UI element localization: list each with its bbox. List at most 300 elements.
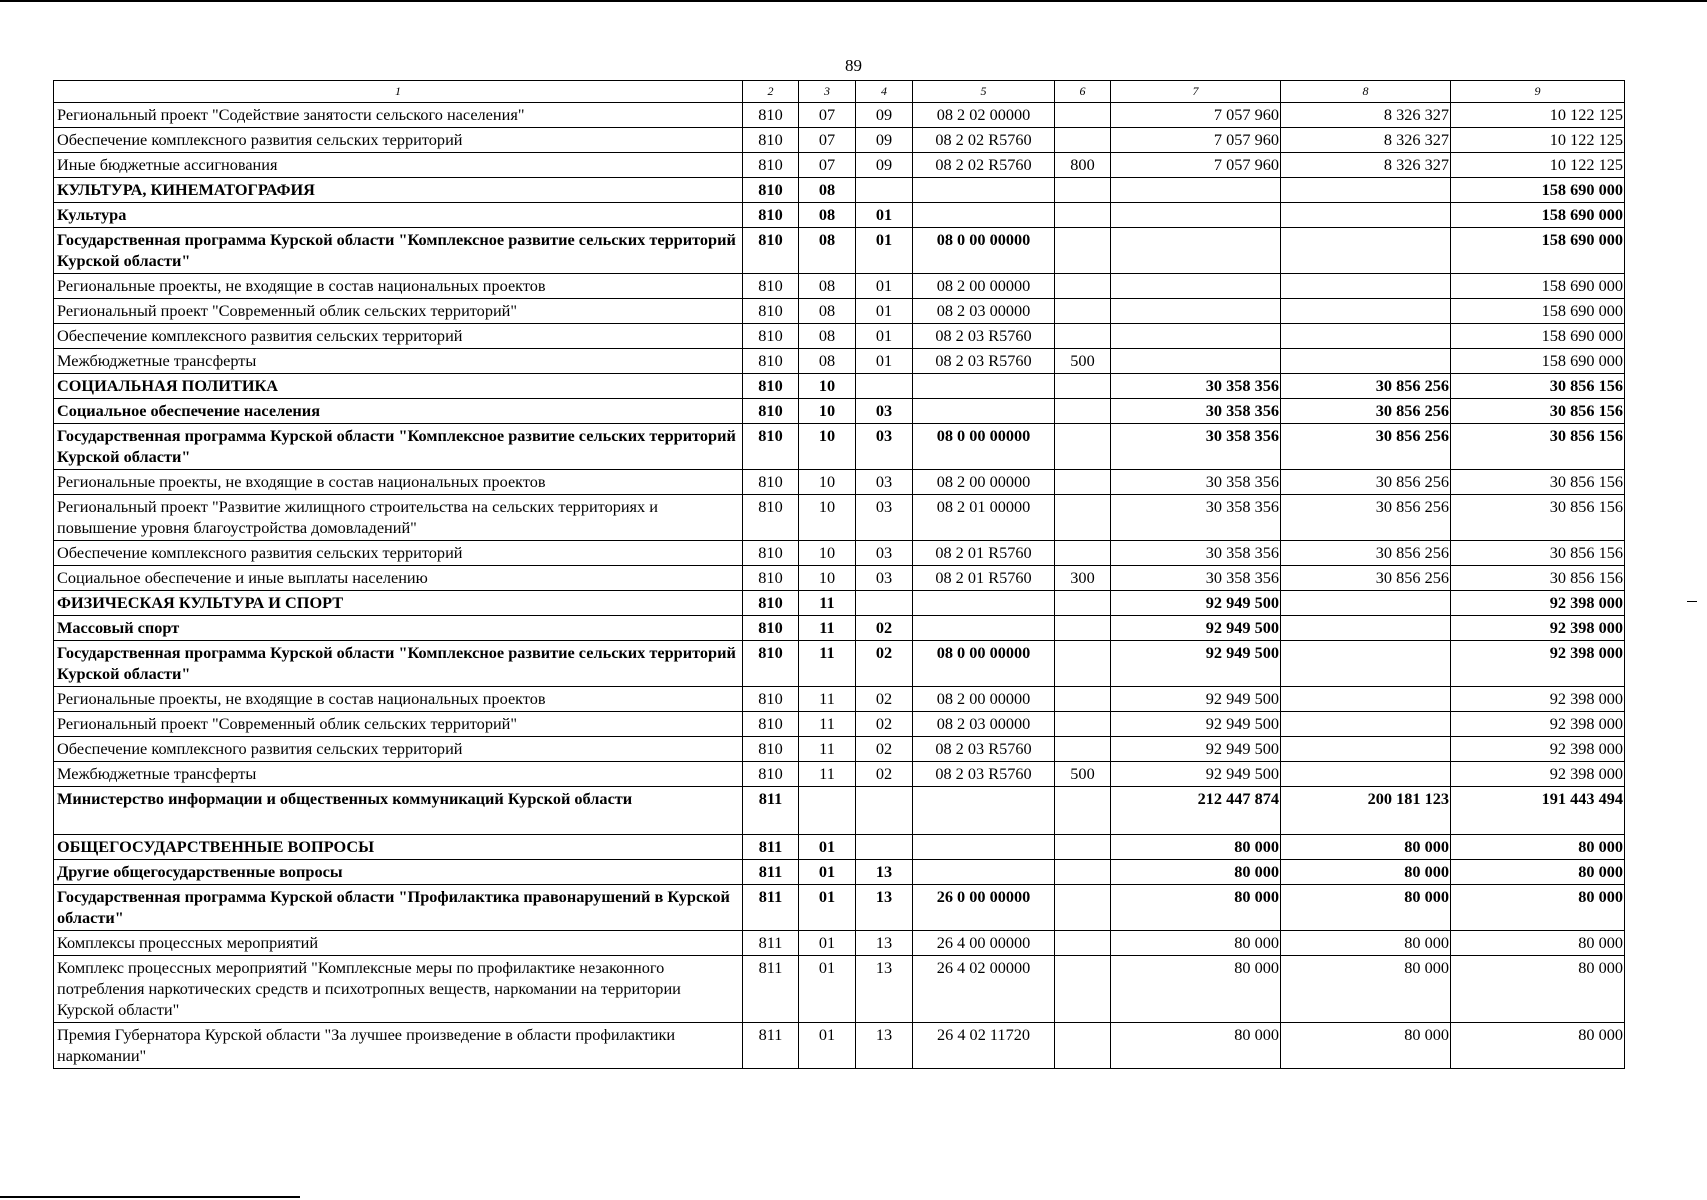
amount-col8: 80 000: [1281, 956, 1451, 1023]
target-article-code: 26 4 02 00000: [913, 956, 1055, 1023]
expense-type-code: [1055, 203, 1111, 228]
admin-code: 810: [743, 153, 799, 178]
row-name: Иные бюджетные ассигнования: [54, 153, 743, 178]
amount-col8: 30 856 256: [1281, 495, 1451, 541]
section-code: 10: [799, 541, 856, 566]
expense-type-code: [1055, 616, 1111, 641]
section-code: 11: [799, 712, 856, 737]
row-name: Обеспечение комплексного развития сельских территорий: [54, 737, 743, 762]
table-row: [54, 541, 1625, 566]
row-name: Межбюджетные трансферты: [54, 349, 743, 374]
column-number: 7: [1111, 81, 1281, 103]
amount-col9: 10 122 125: [1451, 103, 1625, 128]
expense-type-code: [1055, 228, 1111, 274]
amount-col9: 158 690 000: [1451, 228, 1625, 274]
subsection-code: [856, 178, 913, 203]
amount-col9: 80 000: [1451, 956, 1625, 1023]
row-name: Региональный проект "Развитие жилищного строительства на сельских территориях и повышение уровня благоустройства домовладений": [54, 495, 743, 541]
expense-type-code: [1055, 470, 1111, 495]
amount-col7: [1111, 274, 1281, 299]
scan-top-edge: [0, 0, 1707, 2]
row-name: Социальное обеспечение населения: [54, 399, 743, 424]
admin-code: 810: [743, 566, 799, 591]
table-row: [54, 399, 1625, 424]
amount-col7: [1111, 178, 1281, 203]
row-name: Обеспечение комплексного развития сельских территорий: [54, 541, 743, 566]
admin-code: 810: [743, 274, 799, 299]
subsection-code: 01: [856, 203, 913, 228]
expense-type-code: 800: [1055, 153, 1111, 178]
admin-code: 811: [743, 787, 799, 835]
row-name: Комплексы процессных мероприятий: [54, 931, 743, 956]
amount-col8: [1281, 737, 1451, 762]
budget-table: [53, 80, 1625, 1069]
admin-code: 810: [743, 712, 799, 737]
row-name: Государственная программа Курской области "Комплексное развитие сельских территорий Курской области": [54, 641, 743, 687]
subsection-code: 13: [856, 931, 913, 956]
section-code: 11: [799, 616, 856, 641]
row-name: Региональный проект "Современный облик сельских территорий": [54, 712, 743, 737]
target-article-code: 08 2 03 R5760: [913, 762, 1055, 787]
admin-code: 811: [743, 885, 799, 931]
amount-col8: 30 856 256: [1281, 470, 1451, 495]
subsection-code: 09: [856, 103, 913, 128]
section-code: 10: [799, 399, 856, 424]
admin-code: 810: [743, 103, 799, 128]
row-name: Министерство информации и общественных коммуникаций Курской области: [54, 787, 743, 835]
admin-code: 810: [743, 128, 799, 153]
column-number: 9: [1451, 81, 1625, 103]
page-number: 89: [845, 56, 862, 75]
target-article-code: 08 2 03 R5760: [913, 737, 1055, 762]
column-number: 3: [799, 81, 856, 103]
amount-col7: 80 000: [1111, 1023, 1281, 1069]
column-number: 2: [743, 81, 799, 103]
target-article-code: [913, 860, 1055, 885]
expense-type-code: [1055, 885, 1111, 931]
amount-col9: 92 398 000: [1451, 616, 1625, 641]
target-article-code: 08 2 02 R5760: [913, 153, 1055, 178]
amount-col9: 30 856 156: [1451, 424, 1625, 470]
table-row: [54, 566, 1625, 591]
expense-type-code: [1055, 956, 1111, 1023]
subsection-code: 02: [856, 616, 913, 641]
section-code: 01: [799, 835, 856, 860]
admin-code: 811: [743, 931, 799, 956]
subsection-code: 02: [856, 687, 913, 712]
admin-code: 810: [743, 299, 799, 324]
target-article-code: 08 2 01 00000: [913, 495, 1055, 541]
target-article-code: 08 2 01 R5760: [913, 541, 1055, 566]
row-name: Обеспечение комплексного развития сельских территорий: [54, 324, 743, 349]
section-code: 10: [799, 424, 856, 470]
row-name: ФИЗИЧЕСКАЯ КУЛЬТУРА И СПОРТ: [54, 591, 743, 616]
section-code: 08: [799, 324, 856, 349]
amount-col9: 158 690 000: [1451, 349, 1625, 374]
amount-col9: 30 856 156: [1451, 541, 1625, 566]
amount-col9: 158 690 000: [1451, 203, 1625, 228]
section-code: 01: [799, 860, 856, 885]
row-name: Обеспечение комплексного развития сельских территорий: [54, 128, 743, 153]
target-article-code: [913, 178, 1055, 203]
admin-code: 810: [743, 203, 799, 228]
target-article-code: 08 2 01 R5760: [913, 566, 1055, 591]
row-name: Региональные проекты, не входящие в состав национальных проектов: [54, 274, 743, 299]
admin-code: 810: [743, 541, 799, 566]
amount-col8: [1281, 178, 1451, 203]
amount-col9: 92 398 000: [1451, 641, 1625, 687]
amount-col9: 80 000: [1451, 860, 1625, 885]
section-code: 01: [799, 1023, 856, 1069]
section-code: 01: [799, 956, 856, 1023]
admin-code: 811: [743, 835, 799, 860]
amount-col8: 8 326 327: [1281, 103, 1451, 128]
subsection-code: 03: [856, 470, 913, 495]
section-code: 10: [799, 495, 856, 541]
amount-col7: 92 949 500: [1111, 712, 1281, 737]
section-code: 08: [799, 178, 856, 203]
margin-mark: [1687, 601, 1697, 602]
amount-col9: 30 856 156: [1451, 399, 1625, 424]
section-code: 10: [799, 374, 856, 399]
amount-col8: 200 181 123: [1281, 787, 1451, 835]
table-row: [54, 687, 1625, 712]
row-name: Другие общегосударственные вопросы: [54, 860, 743, 885]
expense-type-code: [1055, 712, 1111, 737]
amount-col7: 30 358 356: [1111, 374, 1281, 399]
admin-code: 810: [743, 495, 799, 541]
amount-col7: 92 949 500: [1111, 641, 1281, 687]
expense-type-code: [1055, 424, 1111, 470]
expense-type-code: [1055, 737, 1111, 762]
expense-type-code: [1055, 128, 1111, 153]
row-name: Массовый спорт: [54, 616, 743, 641]
target-article-code: 08 2 03 00000: [913, 299, 1055, 324]
amount-col8: [1281, 324, 1451, 349]
amount-col8: 30 856 256: [1281, 541, 1451, 566]
amount-col8: 8 326 327: [1281, 153, 1451, 178]
amount-col8: [1281, 203, 1451, 228]
amount-col7: [1111, 324, 1281, 349]
table-row: [54, 885, 1625, 931]
amount-col8: 30 856 256: [1281, 399, 1451, 424]
expense-type-code: [1055, 787, 1111, 835]
amount-col8: [1281, 762, 1451, 787]
expense-type-code: 300: [1055, 566, 1111, 591]
subsection-code: 01: [856, 324, 913, 349]
amount-col7: [1111, 349, 1281, 374]
expense-type-code: [1055, 931, 1111, 956]
amount-col7: [1111, 228, 1281, 274]
target-article-code: [913, 399, 1055, 424]
table-row: [54, 349, 1625, 374]
amount-col8: 8 326 327: [1281, 128, 1451, 153]
target-article-code: 26 0 00 00000: [913, 885, 1055, 931]
admin-code: 810: [743, 737, 799, 762]
table-row: [54, 737, 1625, 762]
subsection-code: 13: [856, 860, 913, 885]
admin-code: 811: [743, 1023, 799, 1069]
amount-col9: 92 398 000: [1451, 591, 1625, 616]
amount-col8: 30 856 256: [1281, 424, 1451, 470]
table-row: [54, 616, 1625, 641]
table-row: [54, 495, 1625, 541]
table-body: [54, 81, 1625, 1069]
amount-col7: 92 949 500: [1111, 687, 1281, 712]
section-code: 08: [799, 274, 856, 299]
target-article-code: [913, 835, 1055, 860]
target-article-code: 08 2 00 00000: [913, 470, 1055, 495]
subsection-code: 01: [856, 228, 913, 274]
row-name: Региональный проект "Современный облик сельских территорий": [54, 299, 743, 324]
expense-type-code: [1055, 399, 1111, 424]
subsection-code: 03: [856, 541, 913, 566]
admin-code: 810: [743, 591, 799, 616]
amount-col8: [1281, 299, 1451, 324]
amount-col9: 92 398 000: [1451, 762, 1625, 787]
section-code: 10: [799, 470, 856, 495]
admin-code: 810: [743, 470, 799, 495]
column-number: 4: [856, 81, 913, 103]
amount-col9: 80 000: [1451, 885, 1625, 931]
admin-code: 810: [743, 178, 799, 203]
target-article-code: 26 4 00 00000: [913, 931, 1055, 956]
amount-col7: [1111, 299, 1281, 324]
section-code: 08: [799, 228, 856, 274]
target-article-code: 08 2 03 R5760: [913, 324, 1055, 349]
amount-col8: [1281, 274, 1451, 299]
section-code: 11: [799, 737, 856, 762]
expense-type-code: [1055, 178, 1111, 203]
section-code: 08: [799, 299, 856, 324]
amount-col7: 30 358 356: [1111, 541, 1281, 566]
amount-col9: 191 443 494: [1451, 787, 1625, 835]
subsection-code: 13: [856, 1023, 913, 1069]
amount-col7: 30 358 356: [1111, 470, 1281, 495]
admin-code: 810: [743, 616, 799, 641]
table-row: [54, 274, 1625, 299]
table-row: [54, 228, 1625, 274]
row-name: Культура: [54, 203, 743, 228]
target-article-code: 08 2 00 00000: [913, 274, 1055, 299]
subsection-code: 03: [856, 566, 913, 591]
table-row: [54, 299, 1625, 324]
expense-type-code: [1055, 274, 1111, 299]
amount-col8: 80 000: [1281, 931, 1451, 956]
target-article-code: 08 0 00 00000: [913, 228, 1055, 274]
amount-col7: 30 358 356: [1111, 495, 1281, 541]
row-name: Премия Губернатора Курской области "За лучшее произведение в области профилактики наркомании": [54, 1023, 743, 1069]
subsection-code: 02: [856, 712, 913, 737]
table-row: [54, 424, 1625, 470]
section-code: 08: [799, 349, 856, 374]
target-article-code: 26 4 02 11720: [913, 1023, 1055, 1069]
subsection-code: 03: [856, 399, 913, 424]
admin-code: 810: [743, 228, 799, 274]
section-code: 01: [799, 931, 856, 956]
section-code: 11: [799, 641, 856, 687]
target-article-code: 08 2 02 R5760: [913, 128, 1055, 153]
amount-col8: 80 000: [1281, 1023, 1451, 1069]
expense-type-code: 500: [1055, 349, 1111, 374]
table-row: [54, 103, 1625, 128]
table-row: [54, 178, 1625, 203]
section-code: 07: [799, 128, 856, 153]
amount-col9: 158 690 000: [1451, 324, 1625, 349]
row-name: Государственная программа Курской области "Комплексное развитие сельских территорий Курской области": [54, 424, 743, 470]
amount-col7: 80 000: [1111, 835, 1281, 860]
amount-col8: 80 000: [1281, 835, 1451, 860]
table-row: [54, 787, 1625, 835]
amount-col8: [1281, 712, 1451, 737]
amount-col9: 30 856 156: [1451, 470, 1625, 495]
amount-col9: 80 000: [1451, 931, 1625, 956]
row-name: Региональные проекты, не входящие в состав национальных проектов: [54, 470, 743, 495]
subsection-code: [856, 787, 913, 835]
section-code: 11: [799, 762, 856, 787]
subsection-code: 01: [856, 349, 913, 374]
target-article-code: 08 2 00 00000: [913, 687, 1055, 712]
column-number: 1: [54, 81, 743, 103]
subsection-code: 09: [856, 128, 913, 153]
amount-col9: 92 398 000: [1451, 687, 1625, 712]
scan-bottom-rule: [0, 1196, 300, 1198]
section-code: 07: [799, 103, 856, 128]
section-code: 01: [799, 885, 856, 931]
amount-col7: 92 949 500: [1111, 616, 1281, 641]
expense-type-code: [1055, 495, 1111, 541]
amount-col7: 92 949 500: [1111, 762, 1281, 787]
row-name: Государственная программа Курской области "Профилактика правонарушений в Курской области": [54, 885, 743, 931]
amount-col8: 80 000: [1281, 885, 1451, 931]
subsection-code: 13: [856, 885, 913, 931]
table-row: [54, 1023, 1625, 1069]
row-name: Комплекс процессных мероприятий "Комплексные меры по профилактике незаконного потребления наркотических средств и психотропных веществ, наркомании на территории Курской области": [54, 956, 743, 1023]
expense-type-code: [1055, 860, 1111, 885]
amount-col7: 92 949 500: [1111, 591, 1281, 616]
table-row: [54, 203, 1625, 228]
table-row: [54, 860, 1625, 885]
subsection-code: 02: [856, 641, 913, 687]
amount-col7: 30 358 356: [1111, 424, 1281, 470]
target-article-code: [913, 591, 1055, 616]
amount-col7: 30 358 356: [1111, 399, 1281, 424]
admin-code: 810: [743, 762, 799, 787]
admin-code: 810: [743, 374, 799, 399]
section-code: 10: [799, 566, 856, 591]
expense-type-code: [1055, 591, 1111, 616]
expense-type-code: [1055, 374, 1111, 399]
amount-col8: [1281, 228, 1451, 274]
amount-col9: 30 856 156: [1451, 566, 1625, 591]
amount-col8: 30 856 256: [1281, 566, 1451, 591]
row-name: КУЛЬТУРА, КИНЕМАТОГРАФИЯ: [54, 178, 743, 203]
subsection-code: 09: [856, 153, 913, 178]
row-name: ОБЩЕГОСУДАРСТВЕННЫЕ ВОПРОСЫ: [54, 835, 743, 860]
section-code: 08: [799, 203, 856, 228]
amount-col9: 30 856 156: [1451, 374, 1625, 399]
target-article-code: 08 2 03 00000: [913, 712, 1055, 737]
target-article-code: 08 0 00 00000: [913, 424, 1055, 470]
subsection-code: 03: [856, 495, 913, 541]
expense-type-code: [1055, 835, 1111, 860]
section-code: 07: [799, 153, 856, 178]
amount-col7: 7 057 960: [1111, 128, 1281, 153]
amount-col7: 212 447 874: [1111, 787, 1281, 835]
amount-col8: 30 856 256: [1281, 374, 1451, 399]
amount-col7: 80 000: [1111, 860, 1281, 885]
amount-col7: 30 358 356: [1111, 566, 1281, 591]
target-article-code: 08 2 03 R5760: [913, 349, 1055, 374]
subsection-code: 03: [856, 424, 913, 470]
section-code: 11: [799, 687, 856, 712]
admin-code: 810: [743, 324, 799, 349]
amount-col7: 80 000: [1111, 885, 1281, 931]
subsection-code: [856, 374, 913, 399]
table-row: [54, 591, 1625, 616]
column-number: 5: [913, 81, 1055, 103]
table-row: [54, 128, 1625, 153]
subsection-code: 01: [856, 299, 913, 324]
amount-col7: 80 000: [1111, 956, 1281, 1023]
table-row: [54, 470, 1625, 495]
table-row: [54, 956, 1625, 1023]
table-row: [54, 324, 1625, 349]
column-number: 8: [1281, 81, 1451, 103]
amount-col7: 7 057 960: [1111, 103, 1281, 128]
amount-col9: 30 856 156: [1451, 495, 1625, 541]
row-name: Региональные проекты, не входящие в состав национальных проектов: [54, 687, 743, 712]
amount-col9: 80 000: [1451, 1023, 1625, 1069]
amount-col7: 92 949 500: [1111, 737, 1281, 762]
amount-col8: [1281, 349, 1451, 374]
table-row: [54, 153, 1625, 178]
table-row: [54, 835, 1625, 860]
expense-type-code: [1055, 299, 1111, 324]
column-number: 6: [1055, 81, 1111, 103]
subsection-code: 02: [856, 737, 913, 762]
admin-code: 810: [743, 687, 799, 712]
amount-col9: 80 000: [1451, 835, 1625, 860]
admin-code: 811: [743, 956, 799, 1023]
subsection-code: 01: [856, 274, 913, 299]
admin-code: 811: [743, 860, 799, 885]
amount-col7: 80 000: [1111, 931, 1281, 956]
section-code: 11: [799, 591, 856, 616]
amount-col9: 158 690 000: [1451, 274, 1625, 299]
amount-col9: 92 398 000: [1451, 737, 1625, 762]
subsection-code: [856, 591, 913, 616]
expense-type-code: [1055, 687, 1111, 712]
expense-type-code: [1055, 541, 1111, 566]
amount-col8: 80 000: [1281, 860, 1451, 885]
amount-col9: 92 398 000: [1451, 712, 1625, 737]
expense-type-code: [1055, 324, 1111, 349]
amount-col9: 10 122 125: [1451, 153, 1625, 178]
target-article-code: [913, 203, 1055, 228]
row-name: СОЦИАЛЬНАЯ ПОЛИТИКА: [54, 374, 743, 399]
expense-type-code: [1055, 641, 1111, 687]
expense-type-code: [1055, 103, 1111, 128]
amount-col8: [1281, 591, 1451, 616]
amount-col8: [1281, 641, 1451, 687]
admin-code: 810: [743, 349, 799, 374]
table-row: [54, 374, 1625, 399]
amount-col8: [1281, 616, 1451, 641]
amount-col7: 7 057 960: [1111, 153, 1281, 178]
amount-col9: 10 122 125: [1451, 128, 1625, 153]
expense-type-code: [1055, 1023, 1111, 1069]
